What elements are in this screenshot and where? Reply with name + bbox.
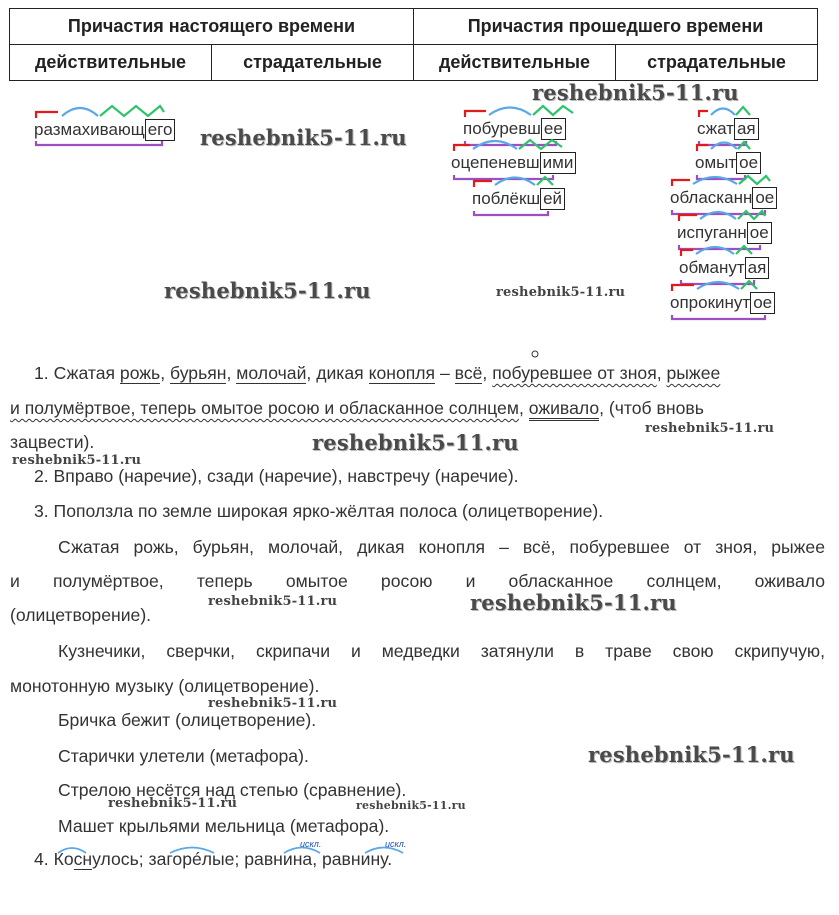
word-otsepenevshimi: оцепеневш ими	[451, 152, 576, 174]
stem-underline	[36, 141, 162, 145]
watermark: reshebnik5-11.ru	[496, 285, 626, 300]
sentence-starichki: Старички улетели (метафора).	[58, 746, 309, 766]
answer-1-line-2: и полумёртвое, теперь омытое росою и обласканное солнцем, оживало, (чтоб вновь	[10, 397, 704, 419]
sentence-streloyu: Стрелою несётся над степью (сравнение).	[58, 780, 407, 800]
word-oprokinutoe: опрокинут ое	[670, 292, 775, 314]
paragraph-1-line-1: Сжатая рожь, бурьян, молочай, дикая конопля – всё, побуревшее от зноя, рыжее	[58, 537, 825, 557]
answer-4: 4. Коснулось; загорéлые; равнина, равнину.	[34, 849, 393, 869]
watermark: reshebnik5-11.ru	[588, 742, 795, 767]
sentence-brichka: Бричка бежит (олицетворение).	[58, 710, 317, 730]
watermark: reshebnik5-11.ru	[470, 590, 677, 615]
watermark: reshebnik5-11.ru	[645, 421, 775, 436]
col-present-active: действительные	[10, 45, 212, 81]
iskl-note: искл.	[300, 839, 322, 849]
watermark: reshebnik5-11.ru	[208, 696, 338, 711]
answer-1-line-3: зацвести).	[10, 432, 95, 452]
word-omytoe: омыт ое	[695, 152, 761, 174]
watermark: reshebnik5-11.ru	[208, 594, 338, 609]
word-ispugannoe: испуганн ое	[677, 222, 772, 244]
col-past-active: действительные	[414, 45, 616, 81]
watermark: reshebnik5-11.ru	[200, 125, 407, 150]
paragraph-2-line-2: монотонную музыку (олицетворение).	[10, 676, 320, 696]
word-poburevshee: побуревш ее	[463, 118, 566, 140]
sentence-mashet: Машет крыльями мельница (метафора).	[58, 816, 390, 836]
suffix-mark	[100, 106, 164, 116]
col-present-passive: страдательные	[212, 45, 414, 81]
word-poblekshey: поблёкш ей	[472, 188, 565, 210]
word-obmanutaya: обманут ая	[679, 257, 769, 279]
watermark: reshebnik5-11.ru	[312, 430, 519, 455]
word-szhataya: сжат ая	[697, 118, 759, 140]
root-arc	[62, 108, 98, 116]
paragraph-2-line-1: Кузнечики, сверчки, скрипачи и медведки затянули в траве свою скрипучую,	[58, 641, 825, 661]
watermark: reshebnik5-11.ru	[356, 799, 466, 812]
answer-1-line-1: 1. Сжатая рожь, бурьян, молочай, дикая конопля – всё, побуревшее от зноя, рыжее	[34, 363, 721, 383]
watermark: reshebnik5-11.ru	[164, 278, 371, 303]
iskl-note: искл.	[385, 839, 407, 849]
watermark: reshebnik5-11.ru	[532, 80, 739, 105]
answer-3: 3. Поползла по земле широкая ярко-жёлтая полоса (олицетворение).	[34, 501, 604, 521]
prefix-mark	[36, 112, 58, 118]
header-past-tense: Причастия прошедшего времени	[414, 9, 818, 45]
word-razmakhivayushchego: размахивающ его	[34, 119, 175, 141]
header-present-tense: Причастия настоящего времени	[10, 9, 414, 45]
watermark: reshebnik5-11.ru	[12, 453, 142, 468]
word-oblaskannoe: обласканн ое	[670, 187, 777, 209]
paragraph-1-line-2: и полумёртвое, теперь омытое росою и обласканное солнцем, оживало	[10, 571, 825, 591]
answer-2: 2. Вправо (наречие), сзади (наречие), навстречу (наречие).	[34, 466, 519, 486]
participles-table	[9, 8, 818, 81]
col-past-passive: страдательные	[616, 45, 818, 81]
paragraph-1-line-3: (олицетворение).	[10, 605, 152, 625]
watermark: reshebnik5-11.ru	[108, 796, 238, 811]
